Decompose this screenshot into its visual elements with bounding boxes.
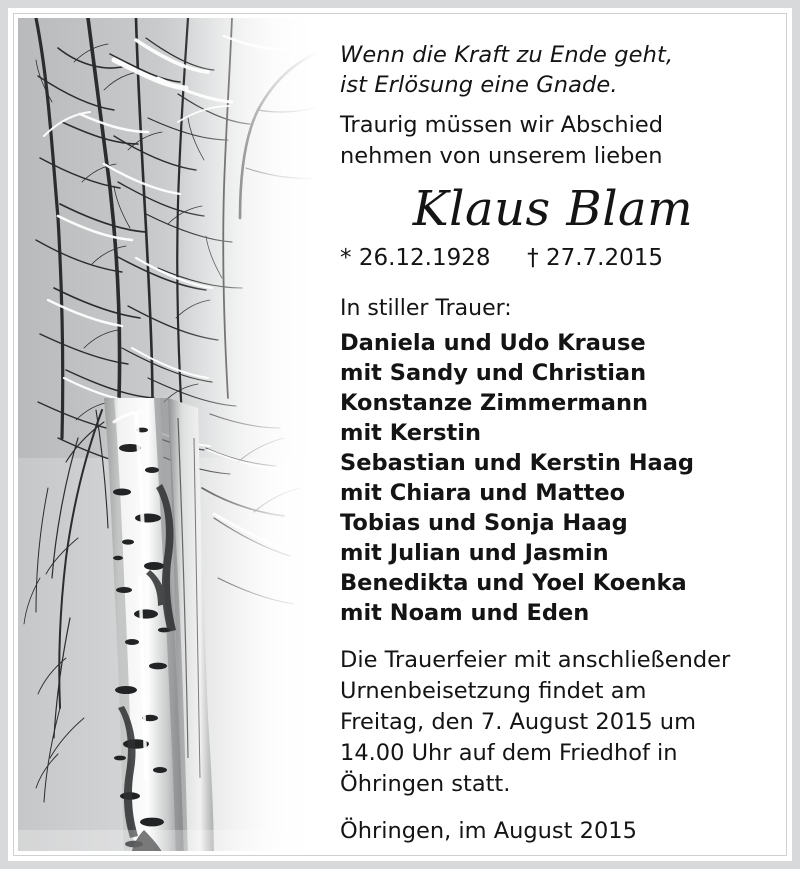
service-details — [340, 645, 780, 800]
place-and-date: Öhringen, im August 2015 — [340, 818, 637, 844]
intro-line-2: nehmen von unserem lieben — [340, 143, 663, 169]
service-line: 14.00 Uhr auf dem Friedhof in — [340, 740, 678, 766]
mourner-line: mit Julian und Jasmin — [340, 540, 609, 566]
birch-tree-photo — [18, 18, 330, 851]
quote-line-2: ist Erlösung eine Gnade. — [340, 72, 618, 98]
born-date: 26.12.1928 — [358, 245, 491, 271]
mourner-line: Konstanze Zimmermann — [340, 390, 648, 416]
died-date: 27.7.2015 — [545, 245, 664, 271]
memorial-quote — [340, 40, 780, 100]
died-symbol: † — [527, 245, 539, 271]
mourner-line: Tobias und Sonja Haag — [340, 510, 628, 536]
mourner-line: mit Chiara und Matteo — [340, 480, 626, 506]
mourner-line: mit Sandy und Christian — [340, 360, 647, 386]
mourner-line: Sebastian und Kerstin Haag — [340, 450, 695, 476]
life-dates — [340, 242, 780, 274]
frame-white-margin — [8, 8, 792, 861]
service-line: Urnenbeisetzung findet am — [340, 678, 647, 704]
mourner-line: Benedikta und Yoel Koenka — [340, 570, 687, 596]
deceased-name: Klaus Blam — [412, 181, 694, 237]
mourner-line: mit Kerstin — [340, 420, 482, 446]
farewell-intro — [340, 110, 780, 172]
quote-line-1: Wenn die Kraft zu Ende geht, — [340, 42, 674, 68]
frame-inner-rule — [13, 13, 787, 856]
mourner-line: Daniela und Udo Krause — [340, 330, 646, 356]
born-symbol: * — [340, 245, 352, 271]
obituary-text-column — [330, 18, 782, 851]
service-line: Öhringen statt. — [340, 771, 511, 797]
mourner-line: mit Noam und Eden — [340, 600, 590, 626]
service-line: Die Trauerfeier mit anschließender — [340, 647, 731, 673]
mourners-label: In stiller Trauer: — [340, 296, 512, 321]
service-line: Freitag, den 7. August 2015 um — [340, 709, 696, 735]
mourners-list — [340, 328, 780, 628]
intro-line-1: Traurig müssen wir Abschied — [340, 112, 664, 138]
notice-card — [18, 18, 782, 851]
